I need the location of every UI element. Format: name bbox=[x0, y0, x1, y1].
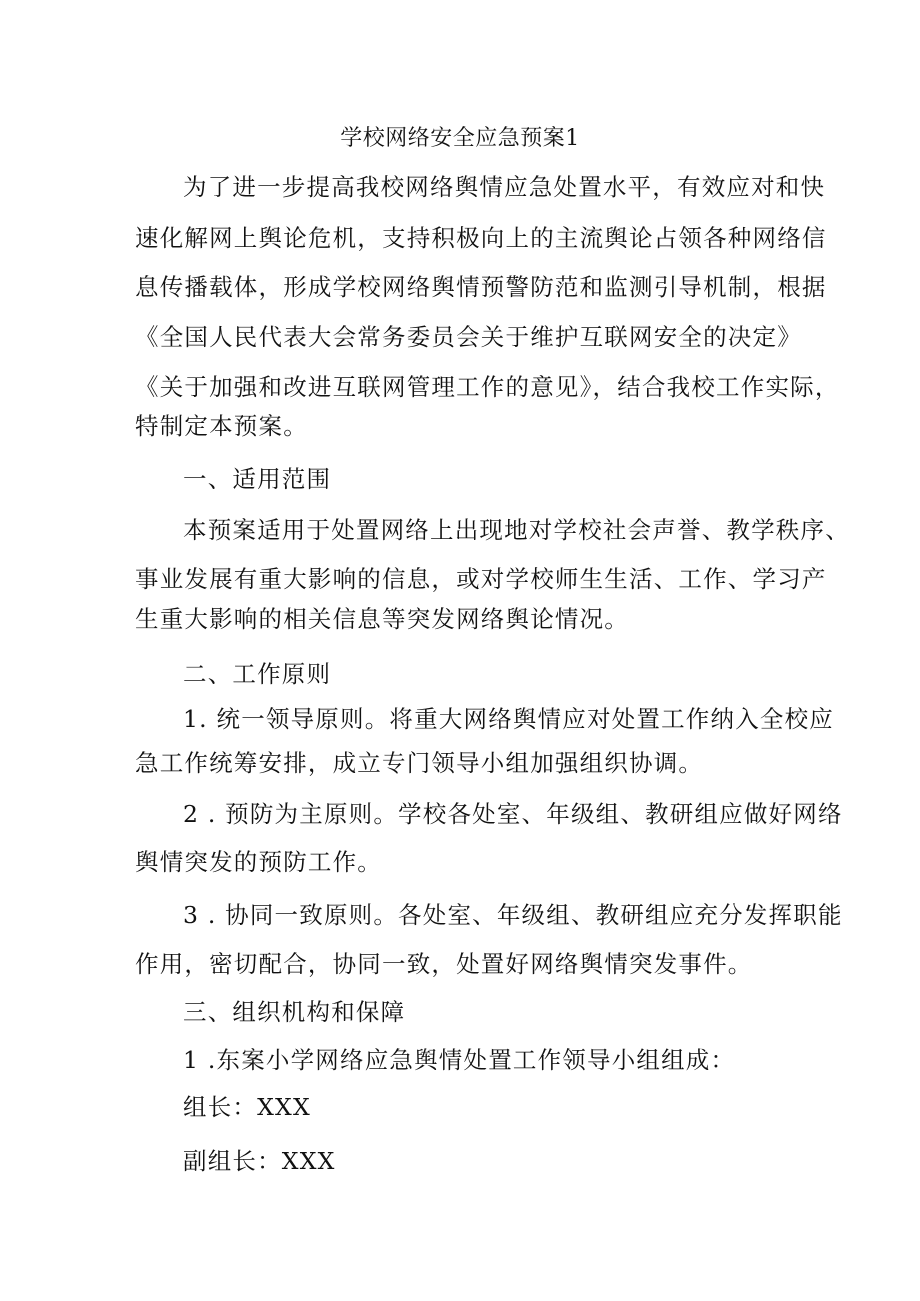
paragraph-line: 作用，密切配合，协同一致，处置好网络舆情突发事件。 bbox=[135, 950, 753, 978]
paragraph-line: 1. 统一领导原则。将重大网络舆情应对处置工作纳入全校应 bbox=[183, 705, 834, 733]
paragraph-line: 速化解网上舆论危机，支持积极向上的主流舆论占领各种网络信 bbox=[135, 224, 827, 252]
paragraph-line: 事业发展有重大影响的信息，或对学校师生生活、工作、学习产 bbox=[135, 565, 827, 593]
section-heading: 一、适用范围 bbox=[183, 465, 332, 493]
paragraph-line: 组长：XXX bbox=[183, 1093, 311, 1121]
paragraph-line: 3 . 协同一致原则。各处室、年级组、教研组应充分发挥职能 bbox=[183, 901, 843, 929]
paragraph-line: 为了进一步提高我校网络舆情应急处置水平，有效应对和快 bbox=[183, 173, 826, 201]
paragraph-line: 2 . 预防为主原则。学校各处室、年级组、教研组应做好网络 bbox=[183, 800, 843, 828]
paragraph-line: 本预案适用于处置网络上出现地对学校社会声誉、教学秩序、 bbox=[183, 516, 850, 544]
paragraph-line: 副组长：XXX bbox=[183, 1147, 336, 1175]
paragraph-line: 《关于加强和改进互联网管理工作的意见》，结合我校工作实际， bbox=[135, 373, 840, 401]
paragraph-line: 特制定本预案。 bbox=[135, 412, 308, 440]
paragraph-line: 息传播载体，形成学校网络舆情预警防范和监测引导机制，根据 bbox=[135, 273, 827, 301]
document-title: 学校网络安全应急预案1 bbox=[340, 126, 580, 151]
paragraph-line: 生重大影响的相关信息等突发网络舆论情况。 bbox=[135, 605, 629, 633]
section-heading: 三、组织机构和保障 bbox=[183, 998, 406, 1026]
paragraph-line: 舆情突发的预防工作。 bbox=[135, 848, 382, 876]
paragraph-line: 急工作统筹安排，成立专门领导小组加强组织协调。 bbox=[135, 749, 704, 777]
paragraph-line: 1 .东案小学网络应急舆情处置工作领导小组组成： bbox=[183, 1046, 736, 1074]
paragraph-line: 《全国人民代表大会常务委员会关于维护互联网安全的决定》 bbox=[135, 323, 802, 351]
section-heading: 二、工作原则 bbox=[183, 660, 332, 688]
